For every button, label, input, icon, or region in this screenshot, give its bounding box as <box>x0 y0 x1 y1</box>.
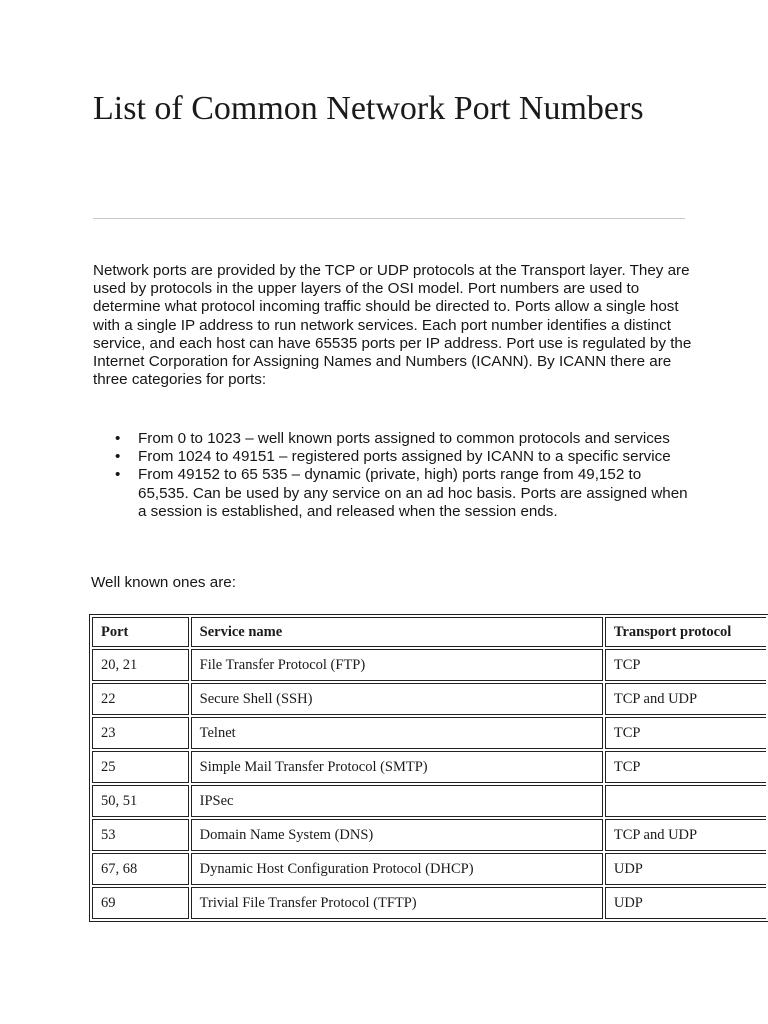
cell-port: 69 <box>92 887 189 919</box>
cell-port: 53 <box>92 819 189 851</box>
table-row <box>92 853 766 885</box>
cell-port: 67, 68 <box>92 853 189 885</box>
cell-protocol: UDP <box>605 853 766 885</box>
well-known-label: Well known ones are: <box>91 574 236 591</box>
cell-protocol: TCP and UDP <box>605 683 766 715</box>
list-item <box>93 448 693 466</box>
bullet-icon: • <box>115 448 121 466</box>
cell-service: File Transfer Protocol (FTP) <box>191 649 603 681</box>
cell-service: Simple Mail Transfer Protocol (SMTP) <box>191 751 603 783</box>
table-header-row <box>92 617 766 647</box>
cell-service: Telnet <box>191 717 603 749</box>
cell-service: Dynamic Host Configuration Protocol (DHCP) <box>191 853 603 885</box>
bullet-icon: • <box>115 466 121 484</box>
header-service-name: Service name <box>191 617 603 647</box>
table-row <box>92 887 766 919</box>
table-row <box>92 683 766 715</box>
header-transport-protocol: Transport protocol <box>605 617 766 647</box>
intro-paragraph: Network ports are provided by the TCP or UDP protocols at the Transport layer. They are used by protocols in the upper layers of the OSI model. Port numbers are used to determine what protocol incoming traffic should be directed to. Ports allow a single host with a single IP address to run network services. Each port number identifies a distinct service, and each host can have 65535 ports per IP address. Port use is regulated by the Internet Corporation for Assigning Names and Numbers (ICANN). By ICANN there are three categories for ports: <box>93 262 692 389</box>
port-category-list <box>93 430 693 521</box>
cell-port: 20, 21 <box>92 649 189 681</box>
list-item-text: From 0 to 1023 – well known ports assigned to common protocols and services <box>138 430 670 447</box>
table-row <box>92 819 766 851</box>
table-row <box>92 717 766 749</box>
cell-service: IPSec <box>191 785 603 817</box>
cell-port: 22 <box>92 683 189 715</box>
cell-protocol: TCP and UDP <box>605 819 766 851</box>
cell-protocol <box>605 785 766 817</box>
list-item <box>93 466 693 521</box>
cell-protocol: TCP <box>605 649 766 681</box>
cell-port: 23 <box>92 717 189 749</box>
page-title: List of Common Network Port Numbers <box>93 90 644 127</box>
cell-service: Trivial File Transfer Protocol (TFTP) <box>191 887 603 919</box>
cell-port: 25 <box>92 751 189 783</box>
table-row <box>92 785 766 817</box>
bullet-icon: • <box>115 430 121 447</box>
list-item-text: From 1024 to 49151 – registered ports assigned by ICANN to a specific service <box>138 448 671 466</box>
cell-service: Secure Shell (SSH) <box>191 683 603 715</box>
cell-protocol: TCP <box>605 751 766 783</box>
cell-protocol: TCP <box>605 717 766 749</box>
cell-protocol: UDP <box>605 887 766 919</box>
ports-table <box>89 614 768 922</box>
list-item-text: From 49152 to 65 535 – dynamic (private, high) ports range from 49,152 to 65,535. Can be used by any service on an ad hoc basis. Ports are assigned when a session is established, and released when the session ends. <box>138 466 688 520</box>
list-item <box>93 430 693 448</box>
title-divider <box>93 218 685 219</box>
table-row <box>92 751 766 783</box>
cell-port: 50, 51 <box>92 785 189 817</box>
table-row <box>92 649 766 681</box>
cell-service: Domain Name System (DNS) <box>191 819 603 851</box>
header-port: Port <box>92 617 189 647</box>
